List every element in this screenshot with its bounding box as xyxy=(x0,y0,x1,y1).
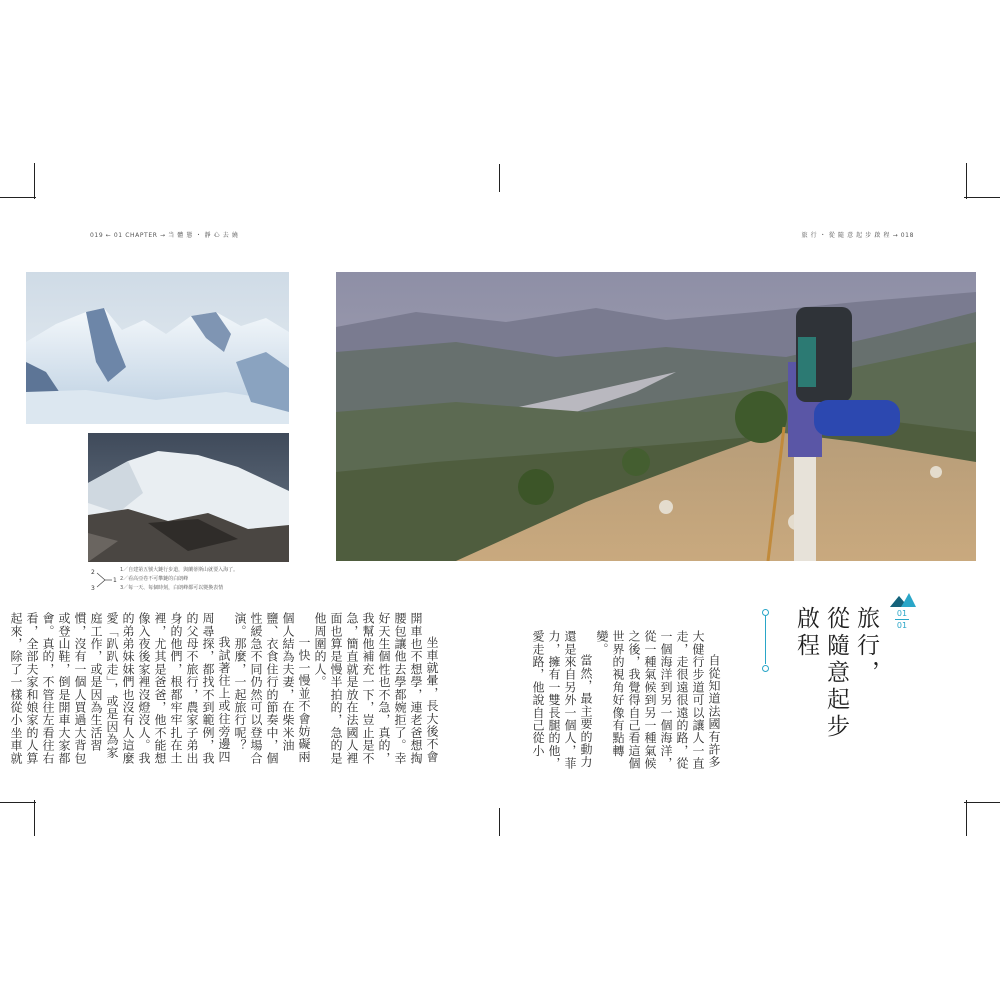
caption-bracket-icon xyxy=(96,571,114,591)
accent-divider xyxy=(765,616,766,664)
photo-caption: 1／自建第五號大鏈行步道，與蘭蒂斯山就要入海了。 xyxy=(120,567,239,573)
crop-mark-bottom-left xyxy=(0,800,36,836)
body-paragraph: 自從知道法國有許多大健行步道可以讓人一直走，走很遠很遠的路，從一個海洋到另一個海洋，從一種氣候到另一種氣候之後，我覺得自己看這個世界的視角好像有點轉變。 xyxy=(595,630,721,770)
right-page-body xyxy=(531,630,722,770)
chapter-number-bottom: 01 xyxy=(896,621,908,630)
circle-dot-icon xyxy=(762,609,769,616)
crop-mark-top-right xyxy=(964,163,1000,199)
title-line: 旅行， xyxy=(853,606,879,687)
photo-caption: 3／每一天、每個時刻，白朗峰都可以變換表情 xyxy=(120,585,224,591)
chapter-number-top: 01 xyxy=(896,609,908,618)
left-page-body xyxy=(9,612,440,768)
photo-snowy-mountains xyxy=(26,272,289,424)
running-head-left: 019 ← 01 CHAPTER → 当 體 態 ・ 靜 心 去 繞 xyxy=(90,232,239,239)
circle-dot-icon xyxy=(762,665,769,672)
caption-number-2: 2 xyxy=(91,569,95,576)
chapter-number xyxy=(895,609,909,630)
photo-mont-blanc xyxy=(88,433,289,562)
running-head-right: 旅 行 ・ 從 隨 意 起 步 啟 程 → 018 xyxy=(801,232,914,239)
center-mark-top xyxy=(499,164,500,192)
caption-number-1: 1 xyxy=(113,577,117,584)
caption-number-3: 3 xyxy=(91,585,95,592)
title-line: 啟程 xyxy=(793,606,819,660)
photo-caption-list xyxy=(120,566,238,593)
crop-mark-top-left xyxy=(0,163,36,199)
title-line: 從隨意起步 xyxy=(823,606,849,741)
body-paragraph: 坐車就暈，長大後不會開車也不想學，連老爸想掏腰包讓他去學都婉拒了。幸好天生個性也不急，真的，我幫他補充一下，豈止是不急，簡直就是放在法國人裡面也算是慢半拍的，急的是他周圍的人。 xyxy=(313,612,439,765)
photo-caption: 2／看高亞卷不可攀鏈的白朗峰 xyxy=(120,576,189,582)
body-paragraph: 一快一慢並不會妨礙兩個人結為夫妻，在柴米油鹽、衣食住行的節奏中，個性緩急不同仍然可以登場合演。那麼，一起旅行呢？ xyxy=(233,612,311,765)
center-mark-bottom xyxy=(499,808,500,836)
body-paragraph: 當然，最主要的動力還是來自另外一個人，菲力，擁有一雙長腿的他，愛走路，他說自己從小 xyxy=(531,630,593,770)
body-paragraph: 我試著往上或往旁邊四周尋探，都找不到範例，我的父母不旅行，農家子弟出身的他們，根都牢牢扎在土裡，尤其是爸爸，他不能想像入夜後家裡沒燈沒人。我的弟弟妹妹們也沒有人這麼愛「趴趴走」，或是因為家庭工作，或是因為生活習慣，沒有一個人買過大背包或登山鞋，倒是開車大家都會。真的，不管往左看往右看，全部夫家和娘家的人算起來，除了一樣從小坐車就 xyxy=(9,612,231,765)
crop-mark-bottom-right xyxy=(964,800,1000,836)
photo-hiker-valley xyxy=(336,272,976,561)
mountain-logo-icon xyxy=(890,592,916,608)
chapter-title xyxy=(791,606,881,746)
